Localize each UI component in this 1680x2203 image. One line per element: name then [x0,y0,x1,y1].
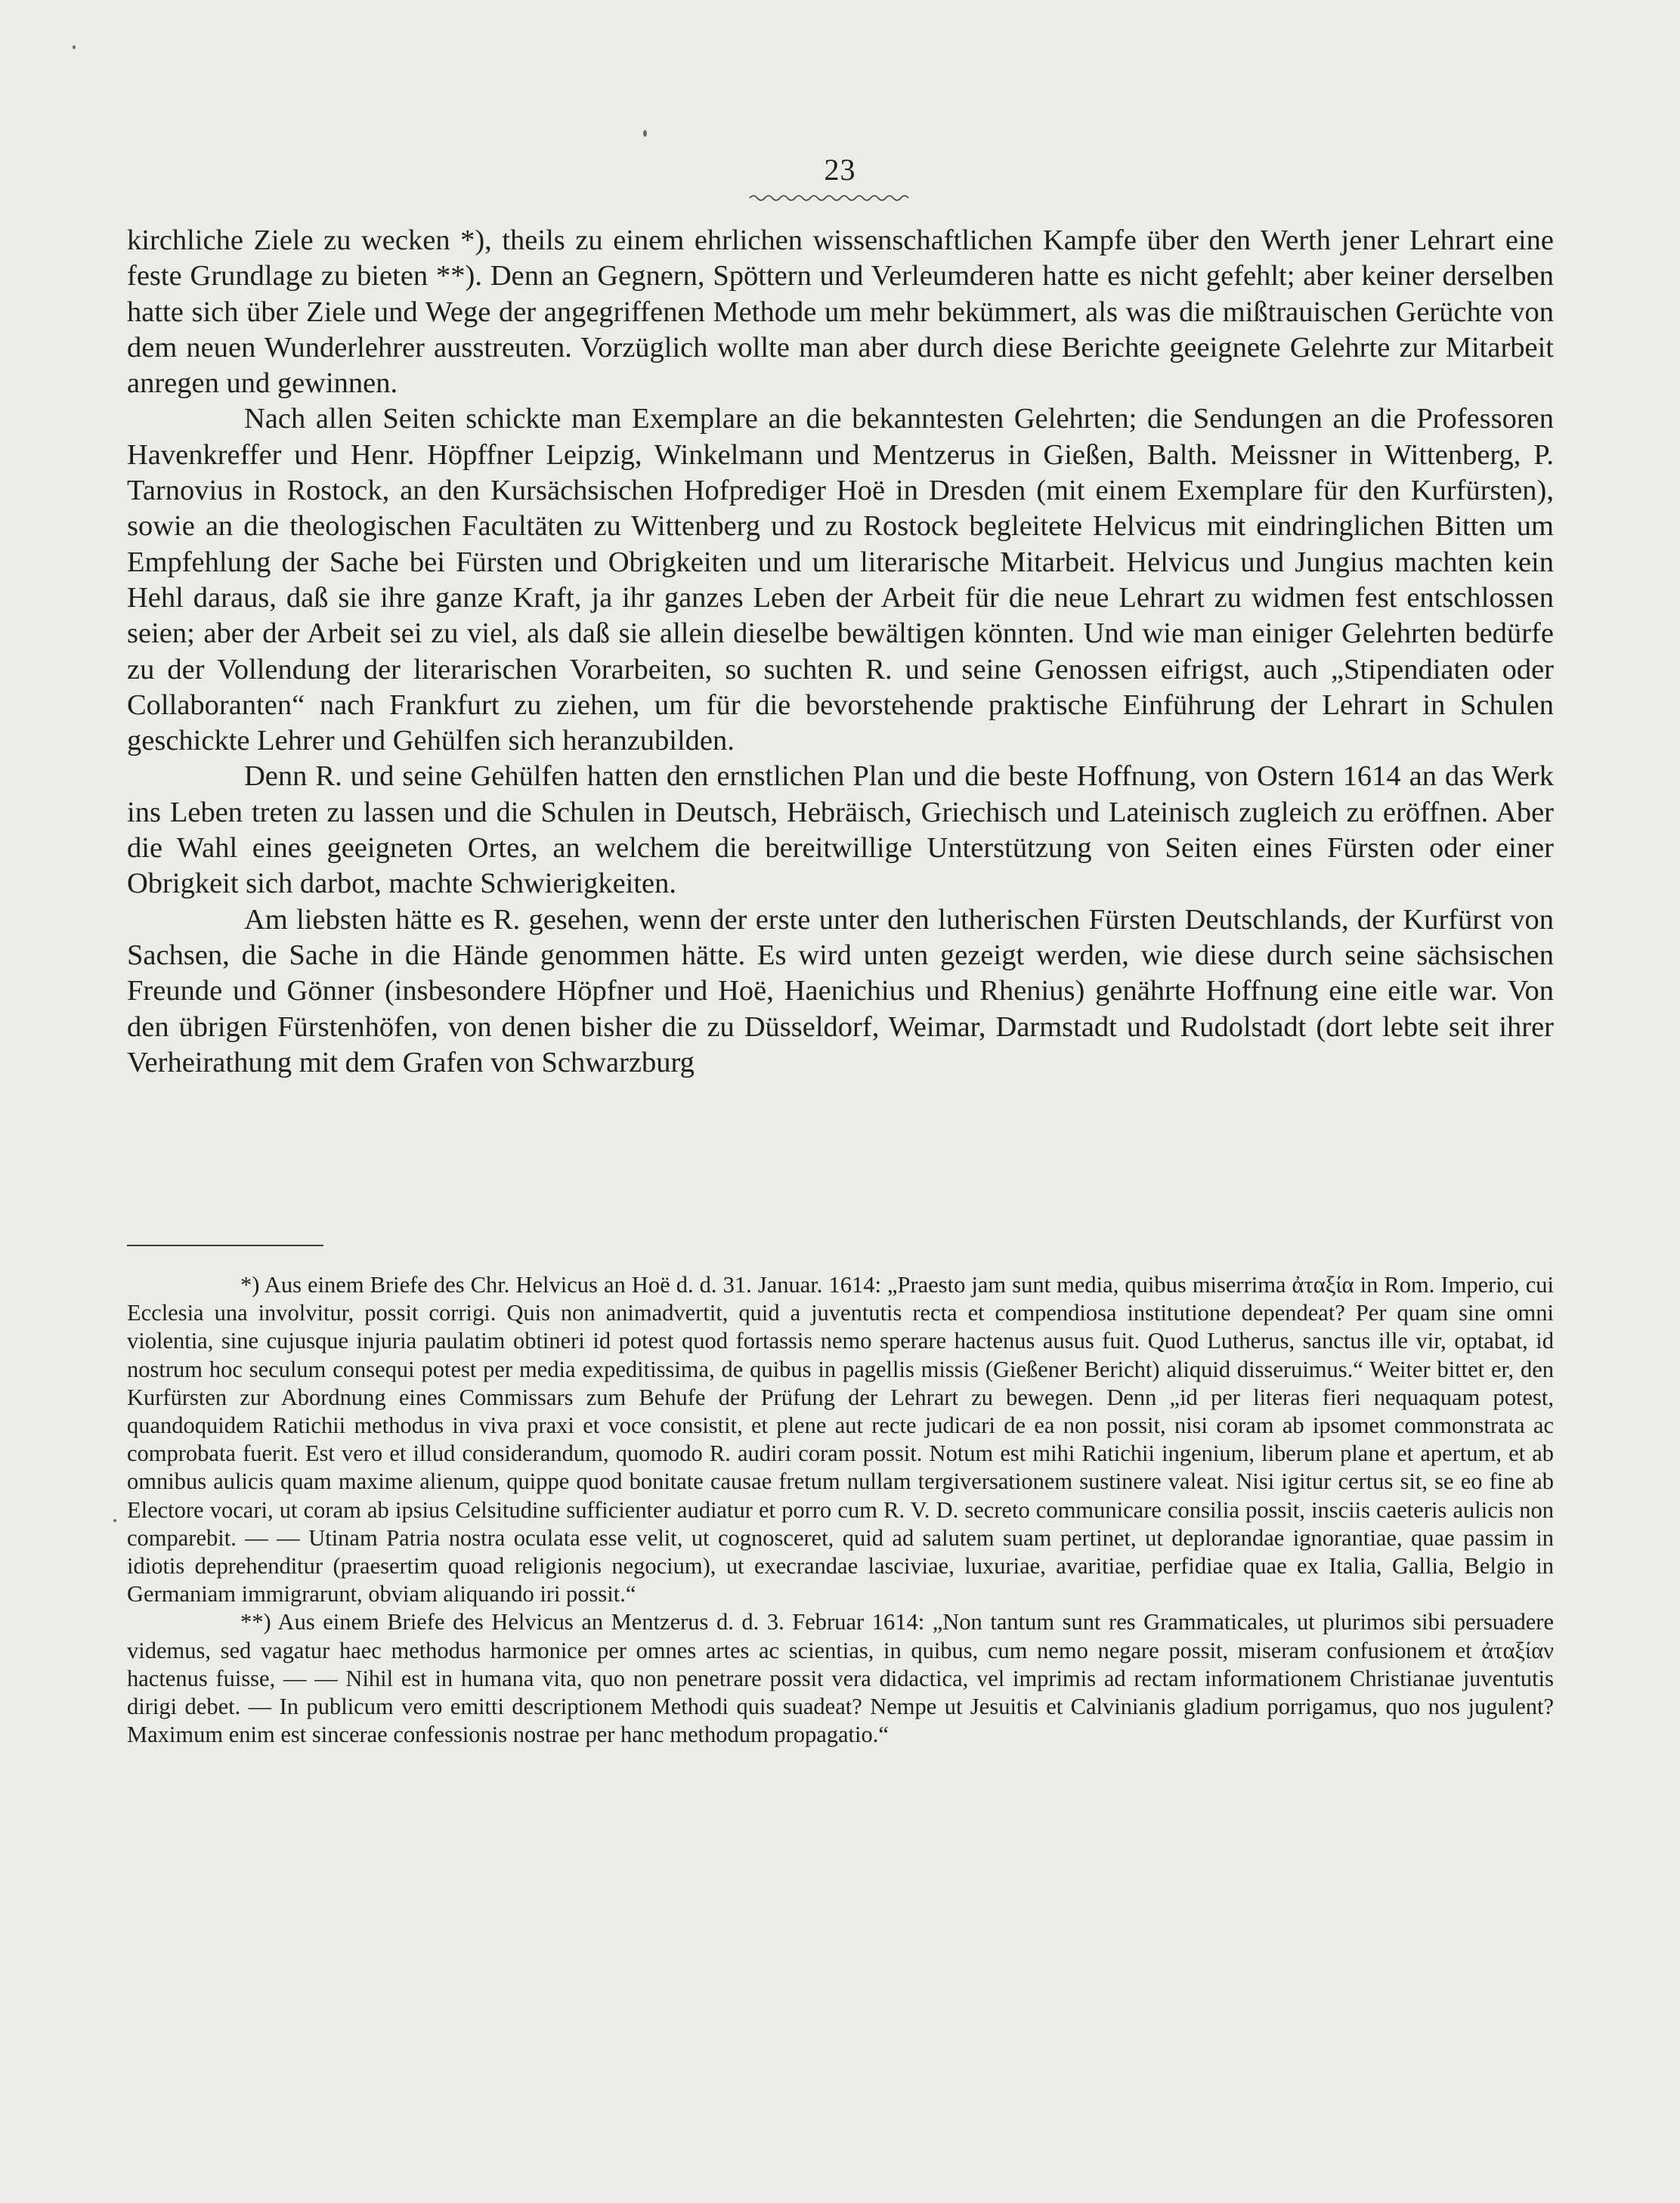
page-number: 23 [824,153,856,187]
paragraph: kirchliche Ziele zu wecken *), theils zu einem ehrlichen wissenschaftlichen Kampfe über den Werth jener Lehrart eine feste Grundlage zu bieten **). Denn an Gegnern, Spöttern und Verleumderen hatte es nicht gefehlt; aber keiner derselben hatte sich über Ziele und Wege der angegriffenen Methode um mehr bekümmert, als was die mißtrauischen Gerüchte von dem neuen Wunderlehrer ausstreuten. Vorzüglich wollte man aber durch diese Berichte geeignete Gelehrte zur Mitarbeit anregen und gewinnen. [127,224,1554,400]
footnote: *) Aus einem Briefe des Chr. Helvicus an Hoë d. d. 31. Januar. 1614: „Praesto jam sunt media, quibus miserrima ἀταξία in Rom. Imperio, cui Ecclesia una involvitur, possit corrigi. Quis non animadvertit, quid a juventutis recta et compendiosa institutione dependeat? Per quam sine omni violentia, sine cujusque injuria paulatim obtineri id potest quod fortassis nemo sperare hactenus ausus fuit. Quod Lutherus, sanctus ille vir, optabat, id nostrum hoc seculum consequi potest per media expeditissima, de quibus in pagellis missis (Gießener Bericht) aliquid disseruimus.“ Weiter bittet er, den Kurfürsten zur Abordnung eines Commissars zum Behufe der Prüfung der Lehrart zu bewegen. Denn „id per literas fieri nequaquam potest, quandoquidem Ratichii methodus in viva praxi et voce consistit, et plene aut recte judicari de ea non possit, nisi coram ab ipsomet commonstrata ac comprobata fuerit. Est vero et illud considerandum, quomodo R. audiri coram possit. Notum est mihi Ratichii ingenium, liberum plane et apertum, et ab omnibus aulicis quam maxime alienum, quippe quod bonitate causae fretum nullam tergiversationem sustinere valeat. Nisi igitur certus sit, se eo fine ab Electore vocari, ut coram ab ipsius Celsitudine sufficienter audiatur et porro cum R. V. D. secreto communicare consilia possit, insciis caeteris aulicis non comparebit. — — Utinam Patria nostra oculata esse velit, ut cognosceret, quid ad salutem suam pertinet, ut deplorandae ignorantiae, quae passim in idiotis deprehenditur (praesertim quoad religionis negocium), ut execrandae lasciviae, luxuriae, avaritiae, perfidiae quae ex Italia, Gallia, Belgio in Germaniam immigrarunt, obviam aliquando iri possit.“ [127,1272,1554,1607]
paper-speck [113,1519,116,1522]
footnote-rule [127,1245,323,1246]
header-ornament [748,192,914,204]
footnotes [127,1271,1554,1749]
main-text [127,223,1554,1081]
paragraph: Nach allen Seiten schickte man Exemplare an die bekanntesten Gelehrten; die Sendungen an die Professoren Havenkreffer und Henr. Höpffner Leipzig, Winkelmann und Mentzerus in Gießen, Balth. Meissner in Wittenberg, P. Tarnovius in Rostock, an den Kursächsischen Hofprediger Hoë in Dresden (mit einem Exemplare für den Kurfürsten), sowie an die theologischen Facultäten zu Wittenberg und zu Rostock begleitete Helvicus mit eindringlichen Bitten um Empfehlung der Sache bei Fürsten und Obrigkeiten und um literarische Mitarbeit. Helvicus und Jungius machten kein Hehl daraus, daß sie ihre ganze Kraft, ja ihr ganzes Leben der Arbeit für die neue Lehrart zu widmen fest entschlossen seien; aber der Arbeit sei zu viel, als daß sie allein dieselbe bewältigen könnten. Und wie man einiger Gelehrten bedürfe zu der Vollendung der literarischen Vorarbeiten, so suchten R. und seine Genossen eifrigst, auch „Stipendiaten oder Collaboranten“ nach Frankfurt zu ziehen, um für die bevorstehende praktische Einführung der Lehrart in Schulen geschickte Lehrer und Gehülfen sich heranzubilden. [127,403,1554,757]
paper-speck [73,45,76,49]
paragraph: Denn R. und seine Gehülfen hatten den ernstlichen Plan und die beste Hoffnung, von Ostern 1614 an das Werk ins Leben treten zu lassen und die Schulen in Deutsch, Hebräisch, Griechisch und Lateinisch zugleich zu eröffnen. Aber die Wahl eines geeigneten Ortes, an welchem die bereitwillige Unterstützung von Seiten eines Fürsten oder einer Obrigkeit sich darbot, machte Schwierigkeiten. [127,760,1554,900]
paragraph: Am liebsten hätte es R. gesehen, wenn der erste unter den lutherischen Fürsten Deutschlands, der Kurfürst von Sachsen, die Sache in die Hände genommen hätte. Es wird unten gezeigt werden, wie diese durch seine sächsischen Freunde und Gönner (insbesondere Höpfner und Hoë, Haenichius und Rhenius) genährte Hoffnung eine eitle war. Von den übrigen Fürstenhöfen, von denen bisher die zu Düsseldorf, Weimar, Darmstadt und Rudolstadt (dort lebte seit ihrer Verheirathung mit dem Grafen von Schwarzburg [127,903,1554,1078]
paper-speck [643,130,647,137]
footnote: **) Aus einem Briefe des Helvicus an Mentzerus d. d. 3. Februar 1614: „Non tantum sunt res Grammaticales, ut plurimos sibi persuadere videmus, sed vagatur haec methodus harmonice per omnes artes ac scientias, in quibus, cum nemo negare possit, miseram confusionem et ἀταξίαν hactenus fuisse, — — Nihil est in humana vita, quo non penetrare possit vera didactica, vel imprimis ad rectam informationem Christianae juventutis dirigi debet. — In publicum vero emitti descriptionem Methodi quis suadeat? Nempe ut Jesuitis et Calvinianis gladium porrigamus, quo nos jugulent? Maximum enim est sincerae confessionis nostrae per hanc methodum propagatio.“ [127,1609,1554,1748]
